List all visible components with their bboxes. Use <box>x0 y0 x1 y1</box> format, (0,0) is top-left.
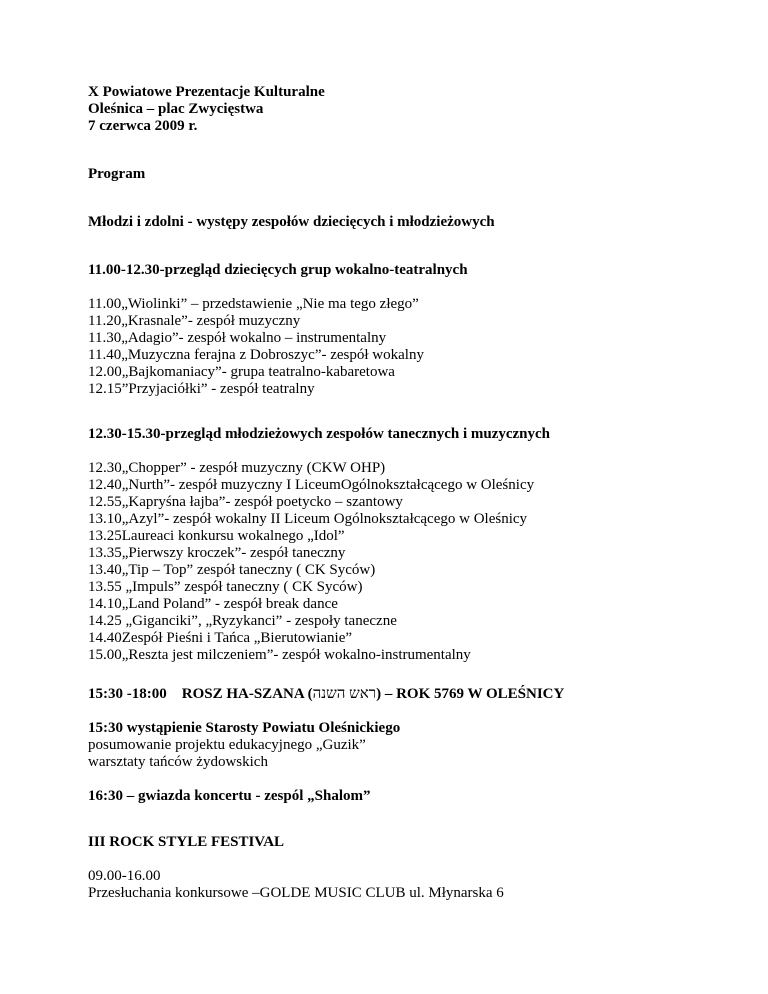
event-location: Oleśnica – plac Zwycięstwa <box>88 101 264 117</box>
program-item: 12.00„Bajkomaniacy”- grupa teatralno-kabaretowa <box>88 364 395 380</box>
program-item: 13.10„Azyl”- zespół wokalny II Liceum Ogólnokształcącego w Oleśnicy <box>88 511 528 527</box>
group-heading: 12.30-15.30-przegląd młodzieżowych zespołów tanecznych i muzycznych <box>88 426 551 442</box>
festival-heading-block <box>88 834 284 851</box>
event-title: X Powiatowe Prezentacje Kulturalne <box>88 84 325 100</box>
program-heading-block <box>88 166 145 183</box>
rosz-hebrew: ראש השנה <box>312 686 377 702</box>
program-item: 14.25 „Giganciki”, „Ryzykanci” - zespoły taneczne <box>88 613 397 629</box>
section-heading: Młodzi i zdolni - występy zespołów dziecięcych i młodzieżowych <box>88 214 495 230</box>
group-children <box>88 262 468 279</box>
rosz-line: posumowanie projektu edukacyjnego „Guzik” <box>88 737 366 753</box>
program-item: 13.55 „Impuls” zespół taneczny ( CK Syców) <box>88 579 363 595</box>
program-item: 12.15”Przyjaciółki” - zespół teatralny <box>88 381 315 397</box>
rosz-title-start: ROSZ HA-SZANA ( <box>181 686 313 702</box>
rosz-line: warsztaty tańców żydowskich <box>88 754 268 770</box>
program-item: 13.40„Tip – Top” zespół taneczny ( CK Syców) <box>88 562 376 578</box>
program-item: 14.40Zespół Pieśni i Tańca „Bierutowianie” <box>88 630 353 646</box>
rosz-details <box>88 720 400 771</box>
section-young-talents <box>88 214 495 231</box>
group-children-list <box>88 296 424 398</box>
group-youth-list <box>88 460 534 664</box>
festival-details <box>88 868 504 902</box>
group-youth <box>88 426 550 443</box>
rosz-star: 16:30 – gwiazda koncertu - zespól „Shalom” <box>88 788 371 804</box>
festival-desc: Przesłuchania konkursowe –GOLDE MUSIC CLUB ul. Młynarska 6 <box>88 885 504 901</box>
rosz-time: 15:30 -18:00 <box>88 686 167 702</box>
program-heading: Program <box>88 166 146 182</box>
program-item: 12.40„Nurth”- zespół muzyczny I LiceumOgólnokształcącego w Oleśnicy <box>88 477 535 493</box>
group-heading: 11.00-12.30-przegląd dziecięcych grup wokalno-teatralnych <box>88 262 468 278</box>
festival-title: III ROCK STYLE FESTIVAL <box>88 834 285 850</box>
rosz-heading <box>88 686 564 703</box>
program-item: 13.25Laureaci konkursu wokalnego „Idol” <box>88 528 345 544</box>
festival-time: 09.00-16.00 <box>88 868 161 884</box>
program-item: 14.10„Land Poland” - zespół break dance <box>88 596 338 612</box>
event-date: 7 czerwca 2009 r. <box>88 118 198 134</box>
rosz-heading-block <box>88 686 564 703</box>
program-item: 11.00„Wiolinki” – przedstawienie „Nie ma tego złego” <box>88 296 419 312</box>
rosz-title-end: ) – ROK 5769 W OLEŚNICY <box>376 686 565 702</box>
rosz-sub-heading: 15:30 wystąpienie Starosty Powiatu Oleśnickiego <box>88 720 401 736</box>
program-item: 13.35„Pierwszy kroczek”- zespół taneczny <box>88 545 346 561</box>
program-item: 12.55„Kapryśna łajba”- zespół poetycko – szantowy <box>88 494 403 510</box>
event-header <box>88 84 325 135</box>
rosz-star-block <box>88 788 371 805</box>
program-item: 11.20„Krasnale”- zespół muzyczny <box>88 313 301 329</box>
program-item: 11.40„Muzyczna ferajna z Dobroszyc”- zespół wokalny <box>88 347 424 363</box>
program-item: 11.30„Adagio”- zespół wokalno – instrumentalny <box>88 330 387 346</box>
program-item: 12.30„Chopper” - zespół muzyczny (CKW OHP) <box>88 460 386 476</box>
program-item: 15.00„Reszta jest milczeniem”- zespół wokalno-instrumentalny <box>88 647 471 663</box>
